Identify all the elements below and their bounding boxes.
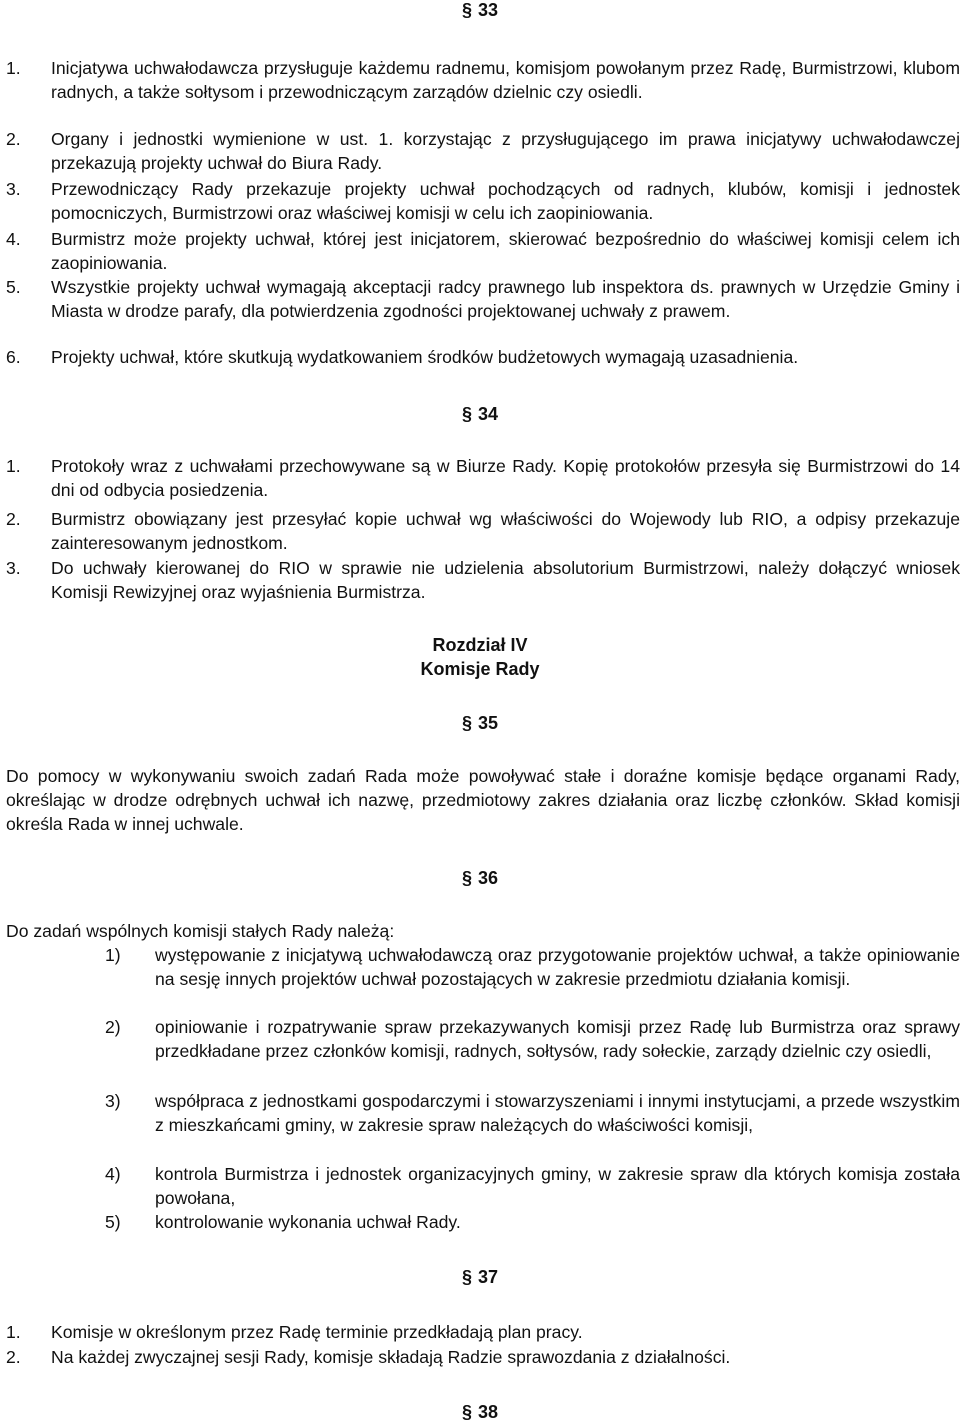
item-number: 3. xyxy=(6,558,21,578)
item-number: 2. xyxy=(6,129,21,149)
section-number: 38 xyxy=(477,1402,499,1422)
chapter-title: Rozdział IV xyxy=(432,635,528,655)
item-text: kontrola Burmistrza i jednostek organizacyjnych gminy, w zakresie spraw dla których komisja została powołana, xyxy=(155,1164,960,1208)
section-heading-34 xyxy=(0,403,960,425)
item-number: 2. xyxy=(6,509,21,529)
item-number: 3. xyxy=(6,179,21,199)
s36-item-1 xyxy=(105,943,960,991)
section-heading-35 xyxy=(0,712,960,734)
s36-intro: Do zadań wspólnych komisji stałych Rady należą: xyxy=(6,921,395,941)
item-number: 3) xyxy=(105,1091,121,1111)
s34-item-3 xyxy=(6,557,960,604)
section-number: 37 xyxy=(477,1267,499,1287)
item-text: Na każdej zwyczajnej sesji Rady, komisje składają Radzie sprawozdania z działalności. xyxy=(51,1347,731,1367)
chapter-subtitle: Komisje Rady xyxy=(420,659,540,679)
section-heading-33 xyxy=(0,0,960,21)
item-text: Do uchwały kierowanej do RIO w sprawie nie udzielenia absolutorium Burmistrzowi, należy dołączyć wniosek Komisji Rewizyjnej oraz wyjaśnienia Burmistrza. xyxy=(51,558,960,602)
item-text: opiniowanie i rozpatrywanie spraw przekazywanych komisji przez Radę lub Burmistrza oraz sprawy przedkładane przez członków komisji, radnych, sołtysów, rady sołeckie, zarządy dzielnic czy osiedli, xyxy=(155,1017,960,1061)
section-symbol: § xyxy=(461,0,472,20)
s33-item-3 xyxy=(6,178,960,225)
item-text: kontrolowanie wykonania uchwał Rady. xyxy=(155,1212,461,1232)
item-number: 2. xyxy=(6,1347,21,1367)
item-text: Wszystkie projekty uchwał wymagają akceptacji radcy prawnego lub inspektora ds. prawnych w Urzędzie Gminy i Miasta w drodze parafy, dla potwierdzenia zgodności projektowanej uchwały z prawem. xyxy=(51,277,960,321)
section-heading-37 xyxy=(0,1266,960,1288)
item-text: Organy i jednostki wymienione w ust. 1. korzystając z przysługującego im prawa inicjatywy uchwałodawczej przekazują projekty uchwał do Biura Rady. xyxy=(51,129,960,173)
s36-item-4 xyxy=(105,1162,960,1210)
item-text: współpraca z jednostkami gospodarczymi i stowarzyszeniami i innymi instytucjami, a przede wszystkim z mieszkańcami gminy, w zakresie spraw należących do właściwości komisji, xyxy=(155,1091,960,1135)
item-number: 4. xyxy=(6,229,21,249)
s34-item-2 xyxy=(6,508,960,555)
s33-item-6 xyxy=(6,346,960,370)
item-text: Przewodniczący Rady przekazuje projekty uchwał pochodzących od radnych, klubów, komisji i jednostek pomocniczych, Burmistrzowi oraz właściwej komisji w celu ich zaopiniowania. xyxy=(51,179,960,223)
section-heading-36 xyxy=(0,867,960,889)
section-symbol: § xyxy=(461,868,472,888)
section-symbol: § xyxy=(461,1267,472,1287)
section-symbol: § xyxy=(461,404,472,424)
s33-item-2 xyxy=(6,128,960,175)
item-text: Protokoły wraz z uchwałami przechowywane są w Biurze Rady. Kopię protokołów przesyła się Burmistrzowi do 14 dni od odbycia posiedzenia. xyxy=(51,456,960,500)
item-text: Komisje w określonym przez Radę terminie przedkładają plan pracy. xyxy=(51,1322,583,1342)
section-number: 36 xyxy=(477,868,499,888)
s37-item-2 xyxy=(6,1346,960,1370)
item-number: 1. xyxy=(6,456,21,476)
section-heading-38 xyxy=(0,1401,960,1423)
item-text: Burmistrz może projekty uchwał, której jest inicjatorem, skierować bezpośrednio do właściwej komisji celem ich zaopiniowania. xyxy=(51,229,960,273)
s34-item-1 xyxy=(6,455,960,502)
s36-item-3 xyxy=(105,1089,960,1137)
section-number: 33 xyxy=(477,0,499,20)
item-number: 6. xyxy=(6,347,21,367)
section-number: 34 xyxy=(477,404,499,424)
section-symbol: § xyxy=(461,713,472,733)
item-number: 4) xyxy=(105,1164,121,1184)
s37-item-1 xyxy=(6,1321,960,1345)
s35-paragraph: Do pomocy w wykonywaniu swoich zadań Rada może powoływać stałe i doraźne komisje będące organami Rady, określając w drodze odrębnych uchwał ich nazwę, przedmiotowy zakres działania oraz liczbę członków. Skład komisji określa Rada w innej uchwale. xyxy=(6,766,960,834)
s36-item-5 xyxy=(105,1210,960,1234)
section-symbol: § xyxy=(461,1402,472,1422)
item-number: 5) xyxy=(105,1212,121,1232)
item-number: 1) xyxy=(105,945,121,965)
item-number: 1. xyxy=(6,1322,21,1342)
s36-item-2 xyxy=(105,1015,960,1063)
s33-item-4 xyxy=(6,228,960,275)
section-number: 35 xyxy=(477,713,499,733)
s33-item-5 xyxy=(6,276,960,323)
item-number: 1. xyxy=(6,58,21,78)
s33-item-1 xyxy=(6,57,960,104)
item-text: Burmistrz obowiązany jest przesyłać kopie uchwał wg właściwości do Wojewody lub RIO, a odpisy przekazuje zainteresowanym jednostkom. xyxy=(51,509,960,553)
item-number: 2) xyxy=(105,1017,121,1037)
item-text: Inicjatywa uchwałodawcza przysługuje każdemu radnemu, komisjom powołanym przez Radę, Burmistrzowi, klubom radnych, a także sołtysom i przewodniczącym zarządów dzielnic czy osiedli. xyxy=(51,58,960,102)
item-text: występowanie z inicjatywą uchwałodawczą oraz przygotowanie projektów uchwał, a także opiniowanie na sesję innych projektów uchwał pozostających w zakresie przedmiotu działania komisji. xyxy=(155,945,960,989)
item-number: 5. xyxy=(6,277,21,297)
item-text: Projekty uchwał, które skutkują wydatkowaniem środków budżetowych wymagają uzasadnienia. xyxy=(51,347,799,367)
